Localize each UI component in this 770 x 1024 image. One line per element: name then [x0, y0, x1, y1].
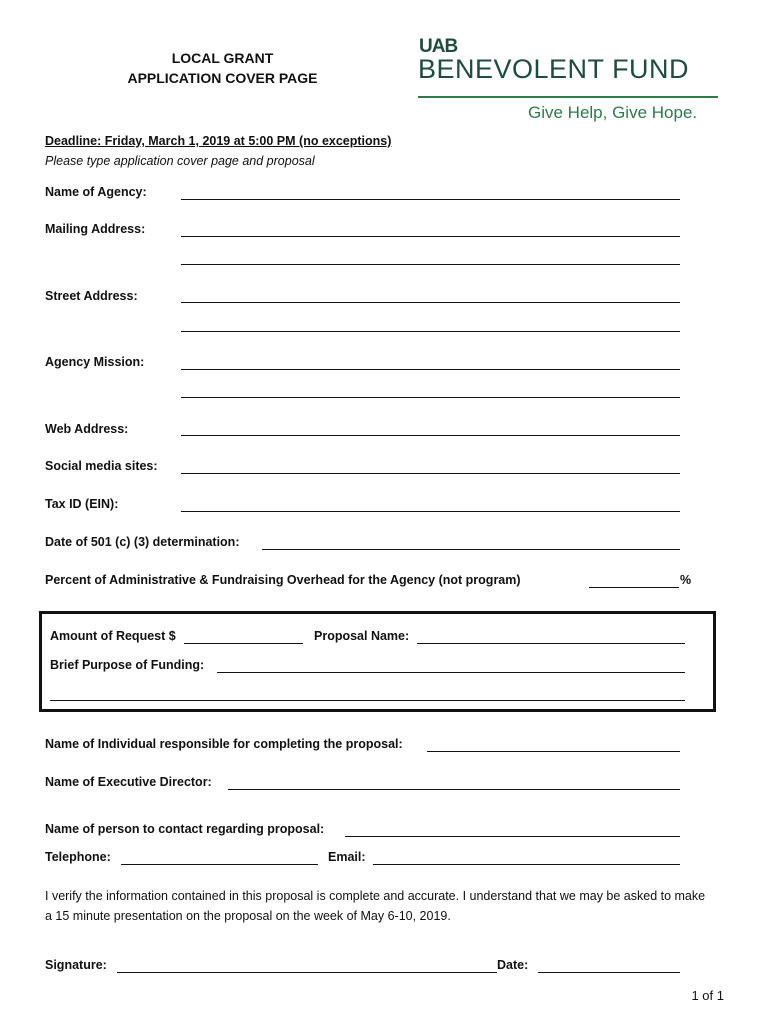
instructions-text: Please type application cover page and proposal	[45, 154, 315, 168]
purpose-line-1[interactable]	[217, 672, 685, 673]
overhead-label: Percent of Administrative & Fundraising Overhead for the Agency (not program)	[45, 573, 521, 587]
purpose-label: Brief Purpose of Funding:	[50, 658, 205, 672]
agency-name-label: Name of Agency:	[45, 185, 147, 199]
signature-line[interactable]	[117, 972, 497, 973]
proposal-name-label: Proposal Name:	[314, 629, 410, 643]
date-line[interactable]	[538, 972, 680, 973]
contact-person-line[interactable]	[345, 836, 680, 837]
web-address-label: Web Address:	[45, 422, 129, 436]
logo-divider	[418, 96, 718, 98]
agency-mission-label: Agency Mission:	[45, 355, 145, 369]
street-address-line-1[interactable]	[181, 302, 680, 303]
executive-director-label: Name of Executive Director:	[45, 775, 212, 789]
determination-date-line[interactable]	[262, 549, 680, 550]
amount-line[interactable]	[184, 643, 303, 644]
verification-statement: I verify the information contained in this proposal is complete and accurate. I understand that we may be asked to make a 15 minute presentation on the proposal on the week of May 6-10, 2019.	[45, 889, 706, 923]
social-media-label: Social media sites:	[45, 459, 158, 473]
telephone-line[interactable]	[121, 864, 318, 865]
agency-mission-line-1[interactable]	[181, 369, 680, 370]
uab-logo-mark: UAB	[419, 36, 458, 57]
mailing-address-label: Mailing Address:	[45, 222, 146, 236]
email-label: Email:	[328, 850, 366, 864]
email-line[interactable]	[373, 864, 680, 865]
logo-tagline: Give Help, Give Hope.	[528, 103, 698, 122]
determination-date-label: Date of 501 (c) (3) determination:	[45, 535, 240, 549]
overhead-percent-line[interactable]	[589, 587, 679, 588]
proposal-name-line[interactable]	[417, 643, 685, 644]
social-media-line[interactable]	[181, 473, 680, 474]
page-title-line2: APPLICATION COVER PAGE	[127, 70, 318, 86]
page-title-line1: LOCAL GRANT	[171, 50, 274, 66]
responsible-label: Name of Individual responsible for completing the proposal:	[45, 737, 403, 751]
street-address-line-2[interactable]	[181, 331, 680, 332]
agency-name-line[interactable]	[181, 199, 680, 200]
purpose-line-2[interactable]	[50, 700, 685, 701]
agency-mission-line-2[interactable]	[181, 397, 680, 398]
amount-label: Amount of Request $	[50, 629, 176, 643]
signature-label: Signature:	[45, 958, 107, 972]
logo-name: BENEVOLENT FUND	[418, 54, 690, 84]
date-label: Date:	[497, 958, 529, 972]
street-address-label: Street Address:	[45, 289, 138, 303]
executive-director-line[interactable]	[228, 789, 680, 790]
percent-sign: %	[680, 573, 692, 587]
tax-id-label: Tax ID (EIN):	[45, 497, 119, 511]
page-number: 1 of 1	[691, 988, 724, 1003]
web-address-line[interactable]	[181, 435, 680, 436]
tax-id-line[interactable]	[181, 511, 680, 512]
contact-person-label: Name of person to contact regarding proposal:	[45, 822, 325, 836]
mailing-address-line-2[interactable]	[181, 264, 680, 265]
mailing-address-line-1[interactable]	[181, 236, 680, 237]
telephone-label: Telephone:	[45, 850, 111, 864]
deadline-text: Deadline: Friday, March 1, 2019 at 5:00 PM (no exceptions)	[45, 134, 392, 148]
responsible-line[interactable]	[427, 751, 680, 752]
